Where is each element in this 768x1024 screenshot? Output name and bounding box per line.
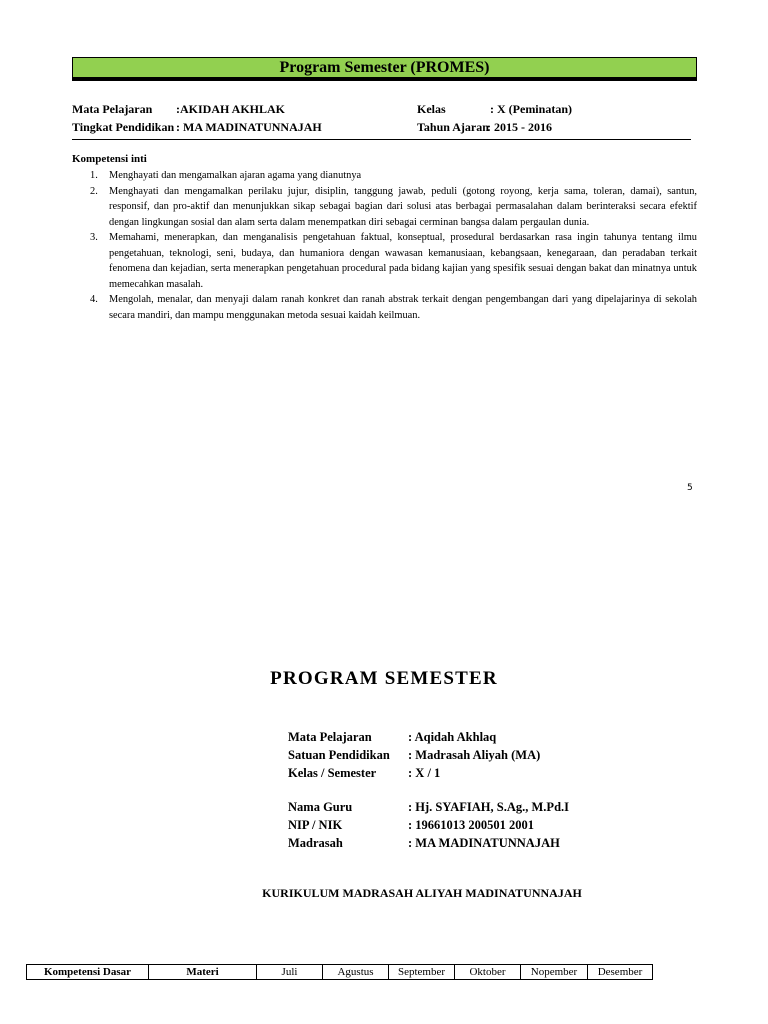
- col-header-juli: Juli: [257, 965, 323, 980]
- info-label: Madrasah: [288, 836, 343, 850]
- table-header-row: [27, 965, 653, 980]
- list-item-text: Mengolah, menalar, dan menyaji dalam ranah konkret dan ranah abstrak terkait dengan pengembangan dari yang dipelajarinya di sekolah secara mandiri, dan mampu menggunakan metoda sesuai kaidah keilmuan.: [109, 294, 697, 321]
- list-item: [72, 230, 697, 292]
- meta-mata-pelajaran: [72, 101, 152, 117]
- meta-mata-pelajaran-value: :AKIDAH AKHLAK: [176, 102, 286, 116]
- list-item-text: Menghayati dan mengamalkan ajaran agama yang dianutnya: [109, 170, 362, 181]
- col-header-nopember: Nopember: [521, 965, 588, 980]
- col-header-materi: Materi: [149, 965, 257, 980]
- list-item: [72, 184, 697, 231]
- info-row-madrasah: [0, 834, 768, 852]
- meta-kelas-label: Kelas: [417, 102, 446, 116]
- info-label: Nama Guru: [288, 800, 353, 814]
- info-label: NIP / NIK: [288, 818, 343, 832]
- info-value: : 19661013 200501 2001: [408, 818, 535, 832]
- list-item-text: Memahami, menerapkan, dan menganalisis pengetahuan faktual, konseptual, prosedural berdasarkan rasa ingin tahunya tentang ilmu pengetahuan, teknologi, seni, budaya, dan humaniora dengan wawasan kemanusiaan, kebangsaan, kenegaraan, dan peradaban terkait fenomena dan kejadian, serta menerapkan pengetahuan procedural pada bidang kajian yang spesifik sesuai dengan bakat dan minatnya untuk memecahkan masalah.: [109, 232, 697, 290]
- info-value: : MA MADINATUNNAJAH: [408, 836, 560, 850]
- info-value: : Aqidah Akhlaq: [408, 730, 497, 744]
- col-header-oktober: Oktober: [455, 965, 521, 980]
- page-number: 5: [687, 483, 693, 493]
- info-row-mata-pelajaran: [0, 728, 768, 746]
- list-item-number: 1.: [90, 170, 98, 181]
- info-value: : Hj. SYAFIAH, S.Ag., M.Pd.I: [408, 800, 570, 814]
- list-item-number: 4.: [90, 294, 98, 305]
- list-item: [72, 168, 697, 184]
- info-row-nama-guru: [0, 798, 768, 816]
- info-row-satuan-pendidikan: [0, 746, 768, 764]
- info-label: Kelas / Semester: [288, 766, 377, 780]
- meta-tahun-value: : 2015 - 2016: [487, 120, 552, 134]
- list-item-text: Menghayati dan mengamalkan perilaku jujur, disiplin, tanggung jawab, peduli (gotong royong, kerja sama, toleran, damai), santun, responsif, dan pro-aktif dan menunjukkan sikap sebagai bagian dari solusi atas berbagai permasalahan dalam berinteraksi secara efektif dengan lingkungan sosial dan alam serta dalam menempatkan diri sebagai cerminan bangsa dalam pergaulan dunia.: [109, 185, 697, 228]
- info-value: : Madrasah Aliyah (MA): [408, 748, 541, 762]
- program-semester-title: PROGRAM SEMESTER: [270, 668, 498, 689]
- info-label: Mata Pelajaran: [288, 730, 372, 744]
- col-header-kompetensi-dasar: Kompetensi Dasar: [27, 965, 149, 980]
- info-value: : X / 1: [408, 766, 441, 780]
- promes-banner: [72, 57, 697, 81]
- list-item-number: 2.: [90, 185, 98, 197]
- meta-tahun-label: Tahun Ajaran: [417, 120, 489, 134]
- header-divider: [72, 139, 691, 140]
- kurikulum-heading: KURIKULUM MADRASAH ALIYAH MADINATUNNAJAH: [262, 886, 582, 900]
- info-row-kelas-semester: [0, 764, 768, 782]
- list-item-number: 3.: [90, 232, 98, 243]
- info-label: Satuan Pendidikan: [288, 748, 390, 762]
- info-row-nip: [0, 816, 768, 834]
- meta-label: Mata Pelajaran: [72, 102, 153, 116]
- banner-title: Program Semester (PROMES): [279, 59, 490, 76]
- kompetensi-inti-title: Kompetensi inti: [72, 153, 147, 165]
- meta-kelas-value: : X (Peminatan): [490, 102, 572, 116]
- meta-tingkat-value: : MA MADINATUNNAJAH: [176, 120, 322, 134]
- list-item: [72, 292, 697, 323]
- kompetensi-inti-list: [72, 168, 697, 323]
- schedule-table: [26, 964, 653, 980]
- col-header-desember: Desember: [588, 965, 653, 980]
- meta-tingkat-label: Tingkat Pendidikan: [72, 120, 175, 134]
- col-header-agustus: Agustus: [323, 965, 389, 980]
- col-header-september: September: [389, 965, 455, 980]
